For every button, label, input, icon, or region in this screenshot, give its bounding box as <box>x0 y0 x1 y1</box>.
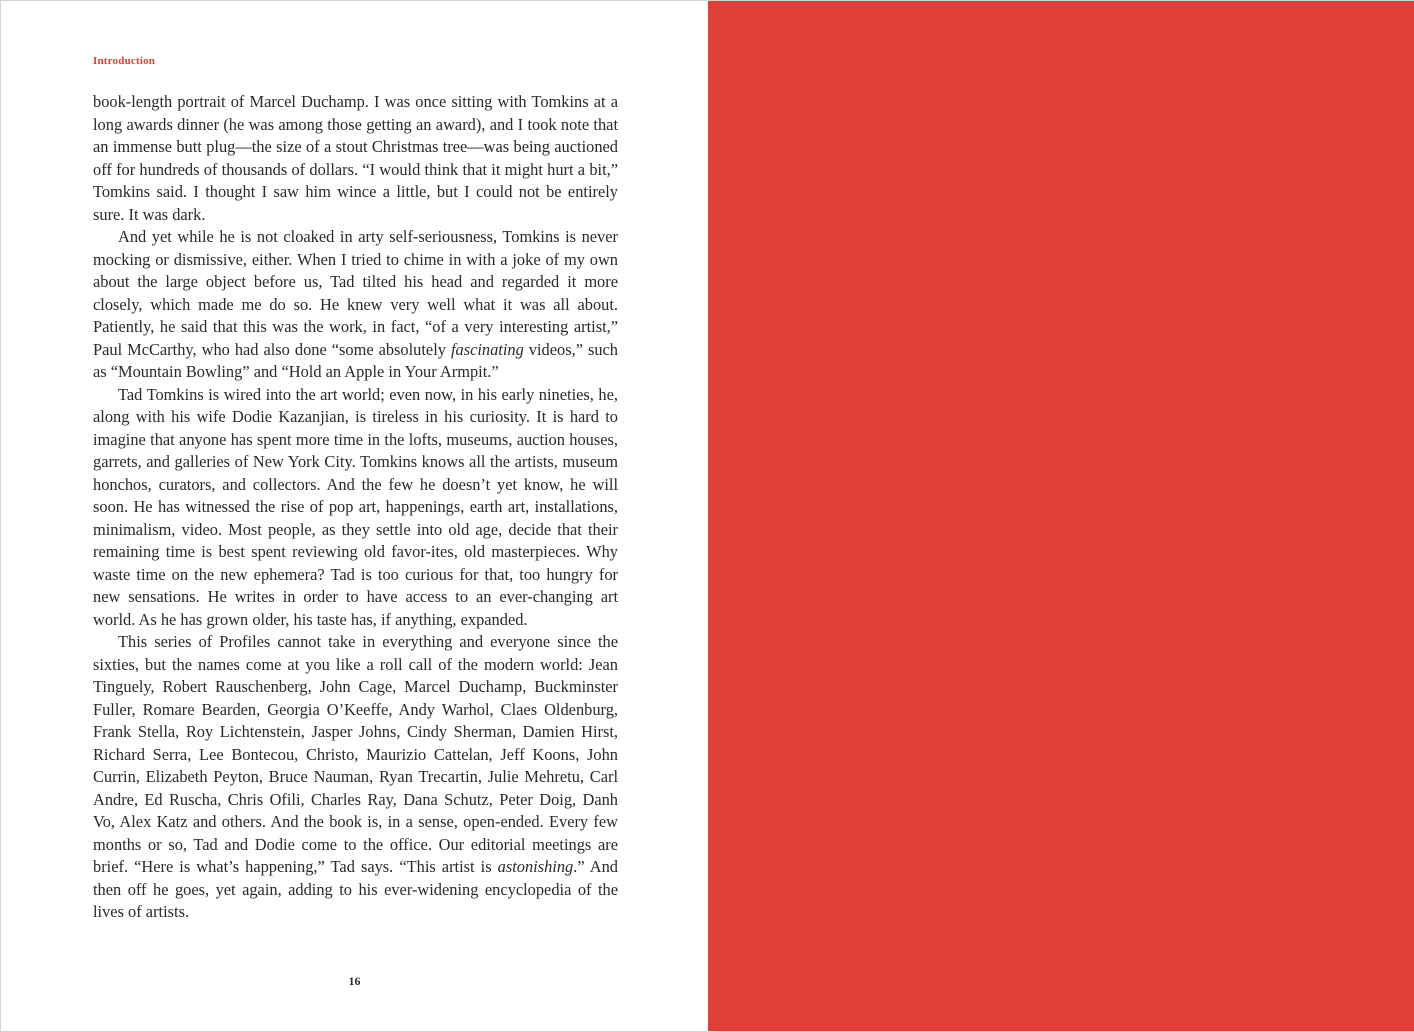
paragraph <box>93 384 618 632</box>
red-color-panel <box>708 1 1414 1031</box>
paragraph <box>93 631 618 924</box>
paragraph <box>93 226 618 384</box>
body-text <box>93 91 618 924</box>
paragraph <box>93 91 618 226</box>
paragraph-text: book-length portrait of Marcel Duchamp. I was once sitting with Tomkins at a long awards dinner (he was among those getting an award), and I took note that an immense butt plug—the size of a stout Christmas tree—was being auctioned off for hundreds of thousands of dollars. “I would think that it might hurt a bit,” Tomkins said. I thought I saw him wince a little, but I could not be entirely sure. It was dark. <box>93 92 618 224</box>
paragraph-text: .” And then off he goes, yet again, adding to his ever-widening encyclopedia of the lives of artists. <box>93 857 618 921</box>
paragraph-text: And yet while he is not cloaked in arty self-seriousness, Tomkins is never mocking or dismissive, either. When I tried to chime in with a joke of my own about the large object before us, Tad tilted his head and regarded it more closely, which made me do so. He knew very well what it was all about. Patiently, he said that this was the work, in fact, “of a very interesting artist,” Paul McCarthy, who had also done “some absolutely <box>93 227 618 359</box>
italic-text: astonishing <box>497 857 574 876</box>
paragraph-text: This series of Profiles cannot take in everything and everyone since the sixties, but the names come at you like a roll call of the modern world: Jean Tinguely, Robert Rauschenberg, John Cage, Marcel Duchamp, Buckminster Fuller, Romare Bearden, Georgia O’Keeffe, Andy Warhol, Claes Oldenburg, Frank Stella, Roy Lichtenstein, Jasper Johns, Cindy Sherman, Damien Hirst, Richard Serra, Lee Bontecou, Christo, Maurizio Cattelan, Jeff Koons, John Currin, Elizabeth Peyton, Bruce Nauman, Ryan Trecartin, Julie Mehretu, Carl Andre, Ed Ruscha, Chris Ofili, Charles Ray, Dana Schutz, Peter Doig, Danh Vo, Alex Katz and others. And the book is, in a sense, open-ended. Every few months or so, Tad and Dodie come to the office. Our editorial meetings are brief. “Here is what’s happening,” Tad says. “This artist is <box>93 632 618 876</box>
paragraph-text: Tad Tomkins is wired into the art world; even now, in his early nineties, he, along with his wife Dodie Kazanjian, is tireless in his curiosity. It is hard to imagine that anyone has spent more time in the lofts, museums, auction houses, garrets, and galleries of New York City. Tomkins knows all the artists, museum honchos, curators, and collectors. And the few he doesn’t yet know, he will soon. He has witnessed the rise of pop art, happenings, earth art, installations, minimalism, video. Most people, as they settle into old age, decide that their remaining time is best spent reviewing old favor-ites, old masterpieces. Why waste time on the new ephemera? Tad is too curious for that, too hungry for new sensations. He writes in order to have access to an ever-changing art world. As he has grown older, his taste has, if anything, expanded. <box>93 384 618 629</box>
running-head: Introduction <box>93 55 156 67</box>
paragraph-text: videos,” such as “Mountain Bowling” and “Hold an Apple in Your Armpit.” <box>93 339 618 381</box>
italic-text: fascinating <box>450 339 524 359</box>
left-page <box>1 1 708 1031</box>
page-number: 16 <box>348 974 361 988</box>
